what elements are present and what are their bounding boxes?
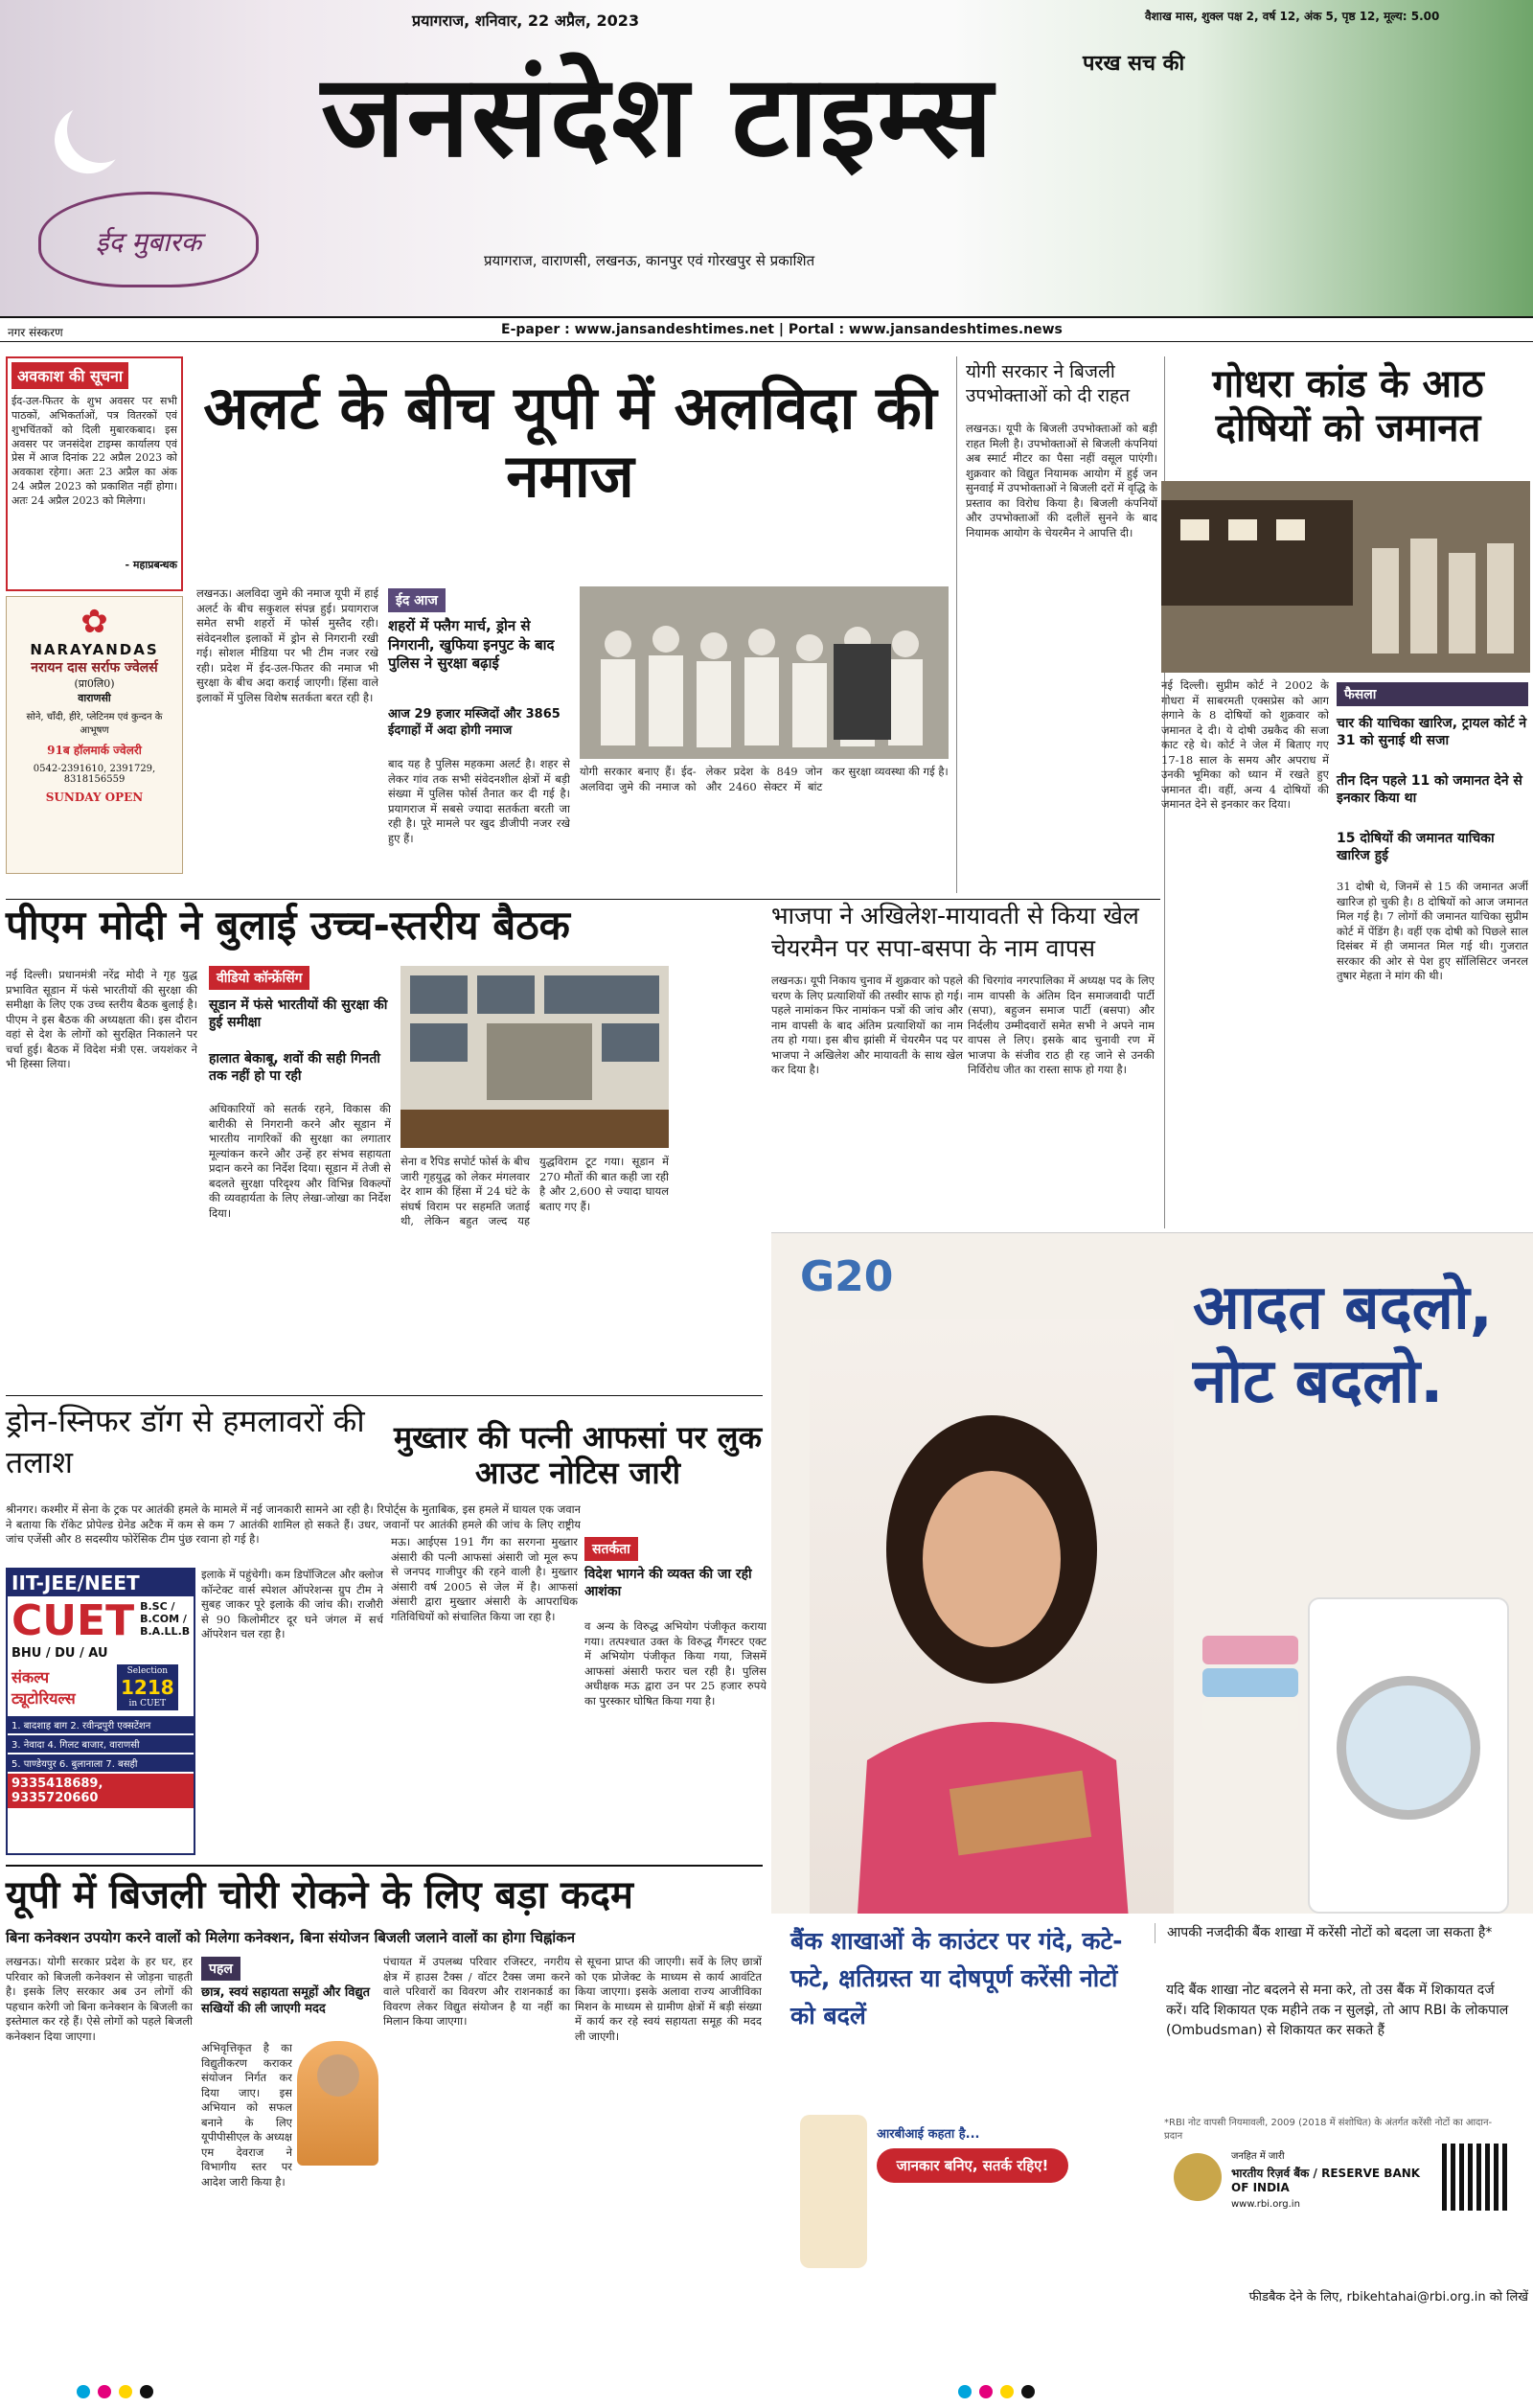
rbi-web[interactable]: www.rbi.org.in — [1231, 2199, 1300, 2210]
modi-body-3: सेना व रैपिड सपोर्ट फोर्स के बीच जारी गृहयुद्ध को लेकर मंगलवार देर शाम की हिंसा में 24 घंटे के संघर्ष विराम पर सहमति जताई थी, लेकिन बहुत जल्द यह युद्धविराम टूट गया। सूडान में 270 मौतों की बात कही जा रही है और 2,600 से ज्यादा घायल बताए गए हैं। — [400, 1155, 669, 1228]
coaching-selection — [117, 1664, 178, 1710]
modi-body-2: अधिकारियों को सतर्क रहने, विकास की बारीकी से निगरानी करने और सूडान में भारतीय नागरिकों की सुरक्षा का लगातार मूल्यांकन करने और उन्हें हर संभव सहायता प्रदान करने का निर्देश दिया। सूडान में तेजी से बदलते सुरक्षा परिदृश्य और विभिन्न विकल्पों की व्यवहार्यता के लिए लेखा-जोखा का निर्देश दिया। — [209, 1102, 391, 1220]
rbi-ad — [771, 1232, 1533, 2373]
godhra-body-2: 31 दोषी थे, जिनमें से 15 की जमानत अर्जी खारिज हो चुकी है। 8 दोषियों को आज जमानत मिल गई है। 7 लोगों की जमानत याचिका सुप्रीम कोर्ट में पेंडिंग है। वहीं एक दोषी को पिछले साल दिसंबर में ही जमानत मिल गई थी। गुजरात सरकार की ओर से पेश हुए सॉलिसिटर जनरल तुषार मेहता ने मांग की थी। — [1337, 880, 1528, 983]
tagline: परख सच की — [1083, 52, 1185, 76]
spbsp-headline: भाजपा ने अखिलेश-मायावती से किया खेल — [771, 902, 1139, 929]
towel-stack — [1202, 1636, 1298, 1751]
lead-kicker: ईद आज — [388, 588, 446, 612]
godhra-body: नई दिल्ली। सुप्रीम कोर्ट ने 2002 के गोधरा में साबरमती एक्सप्रेस को आग लगाने के 8 दोषियों को शुक्रवार को जमानत दे दी। ये दोषी उम्रकैद की सजा काट रहे थे। कोर्ट ने जेल में बिताए गए 17-18 साल के समय और अपराध में उनकी भूमिका को ध्यान में रखते हुए जमानत दी। वहीं, अन्य 4 दोषियों की जमानत देने से इनकार कर दिया। — [1161, 678, 1329, 812]
color-dot — [119, 2385, 132, 2398]
divider — [6, 899, 1160, 900]
coaching-addr1: 1. बादशाह बाग 2. रवीन्द्रपुरी एक्सटेंशन — [8, 1716, 194, 1733]
color-dot — [140, 2385, 153, 2398]
coaching-ad — [6, 1568, 195, 1855]
modi-subhead: सूडान में फंसे भारतीयों की सुरक्षा की हुई समीक्षा — [209, 998, 388, 1031]
washing-machine — [1308, 1597, 1509, 1914]
color-registration-right — [958, 2384, 1042, 2402]
mukhtar-body-2: व अन्य के विरुद्ध अभियोग पंजीकृत कराया गया। तत्पश्चात उक्त के विरुद्ध गैंगस्टर एक्ट में अभियोग पंजीकृत किया गया, जिसमें आफसां अंसारी फरार चल रही है। पुलिस अधीक्षक मऊ द्वारा उन पर 25 हजार रुपये का पुरस्कार घोषित किया गया है। — [584, 1619, 766, 1708]
jeweller-est: (प्रा0लि0) — [74, 677, 115, 690]
power-headline: योगी सरकार ने बिजली उपभोक्ताओं को दी राहत — [966, 361, 1131, 406]
theft-deck: बिना कनेक्शन उपयोग करने वालों को मिलेगा कनेक्शन, बिना संयोजन बिजली जलाने वालों का होगा चिह्नांकन — [6, 1929, 576, 1946]
rbi-sub: बैंक शाखाओं के काउंटर पर गंदे, कटे-फटे, क्षतिग्रस्त या दोषपूर्ण करेंसी नोटों को बदलें — [790, 1927, 1123, 2030]
godhra-subhead: चार की याचिका खारिज, ट्रायल कोर्ट ने 31 को सुनाई थी सजा — [1337, 716, 1527, 749]
mukhtar-kicker: सतर्कता — [584, 1537, 638, 1561]
namaz-photo-graphic — [580, 586, 949, 759]
notice-body: ईद-उल-फितर के शुभ अवसर पर सभी पाठकों, अभिकर्ताओं, पत्र वितरकों एवं शुभचिंतकों को दिली मुबारकबाद। इस अवसर पर जनसंदेश टाइम्स कार्यालय एवं प्रेस में आज दिनांक 22 अप्रैल 2023 को अवकाश रहेगा। अतः 23 अप्रैल का अंक 24 अप्रैल 2023 को प्रकाशित नहीं होगा। अतः 24 अप्रैल 2023 को मिलेगा। — [11, 395, 177, 507]
modi-subhead-2: हालात बेकाबू, शवों की सही गिनती तक नहीं हो पा रही — [209, 1051, 380, 1085]
jeweller-open: SUNDAY OPEN — [45, 791, 144, 804]
spbsp-headline-2: चेयरमैन पर सपा-बसपा के नाम वापस — [771, 934, 1096, 962]
drone-body: श्रीनगर। कश्मीर में सेना के ट्रक पर आतंकी हमले के मामले में नई जानकारी सामने आ रही है। रिपोर्ट्स के मुताबिक, इस हमले में घायल एक जवान ने बताया कि रॉकेट प्रोपेल्ड ग्रेनेड अटैक में कम से कम 7 आतंकी शामिल हो सकते हैं। उधर, जवानों पर आतंकी हमले की जांच के लिए राष्ट्रीय जांच एजेंसी और 8 सदस्यीय फोरेंसिक टीम पुंछ रवाना हो गई है। — [6, 1502, 581, 1547]
g20-logo: G20 — [800, 1252, 894, 1301]
modi-body: नई दिल्ली। प्रधानमंत्री नरेंद्र मोदी ने गृह युद्ध प्रभावित सूडान में फंसे भारतीयों की सुरक्षा की समीक्षा के लिए एक उच्च स्तरीय बैठक बुलाई है। पीएम ने इस बैठक की अध्यक्षता की। इस दौरान वहां से देश के लोगों को सुरक्षित निकालने पर चर्चा हुई। बैठक में विदेश मंत्री एस. जयशंकर ने भी हिस्सा लिया। — [6, 968, 197, 1071]
meeting-photo — [400, 966, 669, 1148]
coaching-sel-num: 1218 — [121, 1676, 174, 1699]
cities-line: प्रयागराज, वाराणसी, लखनऊ, कानपुर एवं गोरखपुर से प्रकाशित — [484, 252, 815, 269]
coaching-brand: संकल्प ट्यूटोरियल्स — [11, 1668, 76, 1708]
jeweller-contact: 0542-2391610, 2391729, 8318156559 — [33, 764, 156, 785]
cm-portrait — [297, 2041, 378, 2166]
jeweller-name-en: NARAYANDAS — [30, 641, 159, 658]
rbi-headline: आदत बदलो, नोट बदलो. — [1193, 1273, 1493, 1417]
divider — [6, 1395, 763, 1396]
color-dot — [1000, 2385, 1014, 2398]
coaching-big: CUET — [11, 1596, 135, 1645]
theft-body-3: पंचायत में उपलब्ध परिवार रजिस्टर, नगरीय क्षेत्र में हाउस टैक्स / वॉटर टैक्स जमा करने वाले परिवारों का विवरण और राशनकार्ड का विवरण लेकर विद्युत संयोजन है या नहीं का मिलान किया जाएगा। — [383, 1955, 570, 2029]
lead-subhead: शहरों में फ्लैग मार्च, ड्रोन से निगरानी, खुफिया इनपुट के बाद पुलिस ने सुरक्षा बढ़ाई — [388, 617, 555, 672]
holiday-notice — [6, 356, 183, 591]
coaching-line1: IIT-JEE/NEET — [8, 1570, 194, 1596]
spbsp-body-2: की चिरगांव नगरपालिका में अध्यक्ष पद के लिए नाम वापसी के अंतिम दिन समाजवादी पार्टी (सपा), बहुजन समाज पार्टी (बसपा) और निर्दलीय उम्मीदवारों समेत सभी ने अपने नाम वापस ले लिए। इसके बाद चुनावी रण में भाजपा के संजीव राठ ही रह जाने से उनकी निर्विरोध जीत का रास्ता साफ हो गया है। — [968, 974, 1155, 1077]
rbi-point-1: आपकी नजदीकी बैंक शाखा में करेंसी नोटों को बदला जा सकता है* — [1155, 1923, 1519, 1943]
theft-kicker: पहल — [201, 1957, 240, 1981]
coaching-phone[interactable]: 9335418689, 9335720660 — [8, 1774, 194, 1808]
washing-machine-drum-icon — [1337, 1676, 1480, 1820]
theft-body-4: से सूचना प्राप्त की जाएगी। सर्वे के लिए छात्रों को एक प्रोजेक्ट के माध्यम से कार्य आवंटित किया जाएगा। इसके अलावा राज्य आजीविका मिशन के माध्यम से ग्रामीण क्षेत्रों में बड़ी संख्या में कार्य कर रहे स्वयं सहायता समूह की मदद ली जाएगी। — [575, 1955, 762, 2043]
drone-headline: ड्रोन-स्निफर डॉग से हमलावरों की तलाश — [6, 1403, 365, 1481]
coaching-sel-label: Selection — [126, 1666, 169, 1676]
date-line: प्रयागराज, शनिवार, 22 अप्रैल, 2023 — [412, 11, 640, 30]
rbi-seal-icon — [1174, 2153, 1222, 2201]
video-conference-photo-graphic — [400, 966, 669, 1148]
flower-logo-icon: ✿ — [80, 603, 108, 641]
issue-line: वैशाख मास, शुक्ल पक्ष 2, वर्ष 12, अंक 5, पृष्ठ 12, मूल्य: 5.00 — [1145, 10, 1440, 23]
power-body: लखनऊ। यूपी के बिजली उपभोक्ताओं को बड़ी राहत मिली है। उपभोक्ताओं से बिजली कंपनियां अब स्मार्ट मीटर का पैसा नहीं वसूल पाएंगी। शुक्रवार को विद्युत नियामक आयोग में हुई जन सुनवाई में उपभोक्ताओं ने बिजली दरों में वृद्धि के प्रस्ताव का विरोध किया है। बिजली कंपनियों और उपभोक्ताओं की दलीलें सुनने के बाद नियामक आयोग के चेयरमैन ने आपत्ति दी। — [966, 422, 1157, 539]
divider — [0, 316, 1533, 318]
jeweller-addr: 91ब हॉलमार्क ज्वेलरी — [47, 744, 142, 757]
namaz-photo — [580, 586, 949, 759]
edition: नगर संस्करण — [8, 326, 63, 339]
lead-body-2: बाद यह है पुलिस महकमा अलर्ट है। शहर से लेकर गांव तक सभी संवेदनशील क्षेत्रों में बड़ी संख्या में पुलिस फोर्स तैनात कर दी गई है। प्रयागराज में सबसे ज्यादा सतर्कता बरती जा रही है। पूरे मामले पर खुद डीजीपी नजर रखे हुए हैं। — [388, 757, 570, 845]
divider — [0, 341, 1533, 342]
qr-code-icon[interactable] — [1442, 2144, 1509, 2211]
lead-headline: अलर्ट के बीच यूपी में अलविदा की नमाज — [203, 373, 937, 512]
rbi-bubble-2: जानकार बनिए, सतर्क रहिए! — [877, 2148, 1068, 2183]
rbi-feedback: फीडबैक देने के लिए, rbikehtahai@rbi.org.in को लिखें — [1248, 2290, 1528, 2305]
coaching-courses: B.SC / B.COM / B.A.LL.B — [140, 1600, 191, 1638]
coaching-addr3: 5. पाण्डेयपुर 6. बुलानाला 7. बसही — [8, 1754, 194, 1772]
divider — [956, 356, 957, 893]
rbi-fine: *RBI नोट वापसी नियमावली, 2009 (2018 में संशोधित) के अंतर्गत करेंसी नोटों का आदान-प्रदान — [1164, 2118, 1493, 2142]
lead-body: लखनऊ। अलविदा जुमे की नमाज यूपी में हाई अलर्ट के बीच सकुशल संपन्न हुई। प्रयागराज समेत सभी शहरों में फोर्स मुस्तैद रही। संवेदनशील इलाकों में ड्रोन से निगरानी रखी गई। सोशल मीडिया पर भी टीम नजर रखे रही। प्रदेश में ईद-उल-फितर की नमाज भी सुरक्षा के बीच अदा कराई जाएगी। हिंसा वाले इलाकों में पुलिस विशेष सतर्कता बरत रही है। — [196, 586, 378, 704]
godhra-photo — [1161, 481, 1530, 673]
color-dot — [979, 2385, 993, 2398]
rbi-point-2: यदि बैंक शाखा नोट बदलने से मना करे, तो उस बैंक में शिकायत दर्ज करें। यदि शिकायत एक महीने तक न सुलझे, तो आप RBI के लोकपाल (Ombudsman) से शिकायत कर सकते हैं — [1166, 1983, 1509, 2038]
theft-body-2: अभिवृत्तिकृत है का विद्युतीकरण कराकर संयोजन निर्गत कर दिया जाए। इस अभियान को सफल बनाने के लिए यूपीपीसीएल के अध्यक्ष एम देवराज ने विभागीय स्तर पर आदेश जारी किया है। — [201, 2041, 292, 2189]
color-dot — [77, 2385, 90, 2398]
coaching-sel-sub: in CUET — [128, 1699, 167, 1709]
mukhtar-body: मऊ। आईएस 191 गैंग का सरगना मुख्तार अंसारी की पत्नी आफसां अंसारी जो मूल रूप से जनपद गाजीपुर की रहने वाली है। मुख्तार अंसारी वर्ष 2005 से जेल में है। आफसां अंसारी द्वारा मुख्तार अंसारी के आपराधिक गतिविधियों को संचालित किया जा रहा है। — [391, 1535, 578, 1623]
modi-kicker: वीडियो कॉन्फ्रेंसिंग — [209, 966, 309, 990]
coaching-bhu: BHU / DU / AU — [11, 1646, 108, 1661]
godhra-subhead-2: तीन दिन पहले 11 को जमानत देने से इनकार किया था — [1337, 773, 1522, 807]
theft-body: लखनऊ। योगी सरकार प्रदेश के हर घर, हर परिवार को बिजली कनेक्शन से जोड़ना चाहती है। इसके लिए सरकार अब उन लोगों की पहचान करेगी जो बिना कनेक्शन के बिजली का इस्तेमाल कर रहे हैं। ऐसे लोगों को पहले बिजली कनेक्शन दिया जाएगा। — [6, 1955, 193, 2043]
lead-subhead-2: आज 29 हजार मस्जिदों और 3865 ईदगाहों में अदा होगी नमाज — [388, 707, 561, 738]
godhra-headline: गोधरा कांड के आठ दोषियों को जमानत — [1212, 362, 1484, 450]
color-dot — [98, 2385, 111, 2398]
spbsp-body: लखनऊ। यूपी निकाय चुनाव में शुक्रवार को पहले चरण के लिए प्रत्याशियों की तस्वीर साफ हो गई। पहले नामांकन फिर नामांकन पत्रों की जांच और नाम वापसी के बाद अंतिम प्रत्याशियों का नाम तय हो गया। इस बीच झांसी में चेयरमैन पद पर भाजपा ने अखिलेश और मायावती के साथ खेल कर दिया है। — [771, 974, 963, 1077]
jeweller-city: वाराणसी — [78, 692, 111, 704]
coaching-addr2: 3. नेवादा 4. गिलट बाजार, वाराणसी — [8, 1735, 194, 1753]
godhra-kicker: फैसला — [1337, 682, 1528, 706]
rbi-logo: भारतीय रिज़र्व बैंक / RESERVE BANK OF INDIA — [1231, 2167, 1421, 2194]
rbi-bubble-1: आरबीआई कहता है... — [877, 2127, 980, 2142]
jeweller-line: सोने, चाँदी, हीरे, प्लेटिनम एवं कुन्दन के आभूषण — [26, 712, 163, 736]
drone-body-2: इलाके में पहुंचेगी। कम डिपॉजिटल और क्लोज कॉन्टेक्ट वार्स स्पेशल ऑपरेशन्स ग्रुप टीम ने सुबह जाकर पूरे इलाके की जांच की। राजौरी से 90 किलोमीटर दूर घने जंगल में सर्च ऑपरेशन चल रहा है। — [201, 1568, 383, 1641]
notice-sign: - महाप्रबन्धक — [125, 559, 177, 571]
mukhtar-subhead: विदेश भागने की व्यक्त की जा रही आशंका — [584, 1567, 752, 1600]
lead-caption: योगी सरकार बनाए हैं। ईद-अलविदा जुमे की नमाज को लेकर प्रदेश के 849 जोन और 2460 सेक्टर में बांट कर सुरक्षा व्यवस्था की गई है। — [580, 765, 949, 793]
modi-headline: पीएम मोदी ने बुलाई उच्च-स्तरीय बैठक — [6, 902, 570, 949]
jeweller-ad — [6, 596, 183, 874]
eid-badge: ईद मुबारक — [38, 192, 259, 287]
color-dot — [958, 2385, 972, 2398]
color-registration-left — [77, 2384, 161, 2402]
cm-face-icon — [317, 2054, 359, 2097]
divider — [6, 1865, 763, 1867]
theft-subhead: छात्र, स्वयं सहायता समूहों और विद्युत सखियों की ली जाएगी मदद — [201, 1985, 371, 2016]
rbi-logo-pre: जनहित में जारी — [1231, 2151, 1285, 2162]
notice-title: अवकाश की सूचना — [11, 362, 128, 389]
theft-headline: यूपी में बिजली चोरी रोकने के लिए बड़ा कदम — [6, 1873, 633, 1917]
newspaper-title: जनसंदेश टाइम्स — [321, 50, 995, 182]
color-dot — [1021, 2385, 1035, 2398]
epaper-line[interactable]: E-paper : www.jansandeshtimes.net | Portal : www.jansandeshtimes.news — [501, 322, 1063, 337]
jeweller-name-hi: नरायन दास सर्राफ ज्वेलर्स — [31, 660, 158, 676]
train-fire-photo-graphic — [1161, 481, 1530, 673]
mascot-icon — [800, 2115, 867, 2268]
godhra-subhead-3: 15 दोषियों की जमानत याचिका खारिज हुई — [1337, 831, 1495, 864]
mukhtar-headline: मुख्तार की पत्नी आफसां पर लुक आउट नोटिस जारी — [393, 1419, 763, 1491]
